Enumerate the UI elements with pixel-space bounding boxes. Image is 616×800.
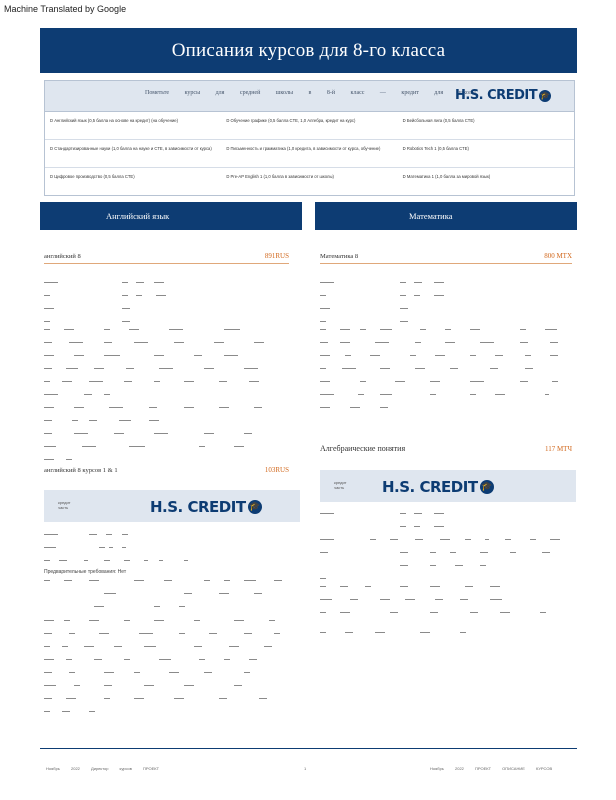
math-column-title: Математика (409, 211, 453, 221)
course-code: 103RUS (264, 466, 289, 474)
course-header-algebra (320, 444, 572, 456)
hs-credit-logo-text: H.S. CREDIT (382, 478, 478, 496)
course-header-english8 (44, 252, 289, 264)
legend-header (45, 81, 574, 112)
footer-rule (40, 748, 577, 749)
page-title-banner (40, 28, 577, 73)
hs-credit-logo (455, 88, 551, 103)
course-code: 800 МТХ (544, 252, 572, 260)
hs-credit-logo (150, 498, 262, 516)
legend-row (45, 140, 574, 168)
credit-legend-table (44, 80, 575, 196)
course-details-english8 (44, 282, 289, 334)
course-header-math8 (320, 252, 572, 264)
graduation-cap-icon: 🎓 (540, 90, 550, 100)
course-details-algebra (320, 513, 572, 591)
hs-credit-inset-english (44, 490, 300, 522)
course-description-algebra-2 (320, 632, 572, 645)
english-column-header (40, 202, 302, 230)
hs-credit-logo (382, 478, 494, 496)
math-column-header (315, 202, 577, 230)
legend-row (45, 112, 574, 140)
page-number: 1 (304, 766, 307, 771)
legend-cell: D Бейсбольная лига (0,5 балла CTE) (402, 118, 475, 123)
course-details-english-prep (44, 534, 289, 573)
legend-intro: Пометьте курсы для средней школы в 8-й класс — кредит для школы (145, 90, 476, 96)
legend-cell: D Robotics Tech 1 (0,5 балла CTE) (402, 146, 469, 151)
page-title: Описания курсов для 8-го класса (171, 39, 446, 61)
legend-row (45, 168, 574, 195)
legend-cell: D Письменность и грамматика (1,0 кредита, в зависимости от курса, обучение) (226, 146, 381, 151)
course-description-english8 (44, 329, 289, 472)
course-name: английский 8 курсов 1 & 1 (44, 466, 118, 474)
prereq-label: Предварительные требования: Нет (44, 569, 127, 575)
course-header-english-prep (44, 466, 289, 477)
graduation-cap-icon: 🎓 (481, 482, 492, 492)
legend-cell: D Pre-AP English 1 (1,0 балла в зависимости от школы) (226, 174, 334, 179)
legend-cell: D Стандартизированные науки (1,0 балла на науке и CTE, в зависимости от курса) (50, 146, 212, 151)
legend-cell: D Цифровое производство (0,5 балла CTE) (50, 174, 135, 179)
hs-credit-logo-text: H.S. CREDIT (455, 88, 538, 103)
graduation-cap-icon: 🎓 (249, 502, 260, 512)
legend-cell: D Обучение графике (0,5 балла CTE, 1,0 Алгебра, кредит на курс) (226, 118, 356, 123)
footer-left: Ноябрь 2022 Директор курсов ПРОЕКТ (46, 766, 160, 771)
course-description-english-prep (44, 580, 289, 619)
english-column-title: Английский язык (106, 211, 170, 221)
legend-cell: D Математика 1 (1,0 балла за мировой язык) (402, 174, 491, 179)
course-details-math8 (320, 282, 572, 334)
hs-credit-inset-algebra (320, 470, 576, 502)
machine-translated-label: Machine Translated by Google (4, 4, 127, 14)
course-description-algebra (320, 586, 572, 625)
legend-cell: D Английский язык (0,5 балла на основе на кредит) (на обучение) (50, 118, 179, 123)
course-description-math8 (320, 329, 572, 420)
inset-credit-note: кредит часть (334, 480, 347, 490)
inset-credit-note: кредит часть (58, 500, 71, 510)
footer-right: Ноябрь 2022 ПРОЕКТ ОПИСАНИЕ КУРСОВ (430, 766, 553, 771)
course-code: 117 МТЧ (544, 444, 572, 453)
course-name: Алгебраические понятия (320, 444, 406, 453)
course-name: Математика 8 (320, 252, 359, 260)
course-description-english-prep-2 (44, 620, 289, 724)
hs-credit-logo-text: H.S. CREDIT (150, 498, 246, 516)
course-name: английский 8 (44, 252, 81, 260)
course-code: 891RUS (264, 252, 289, 260)
